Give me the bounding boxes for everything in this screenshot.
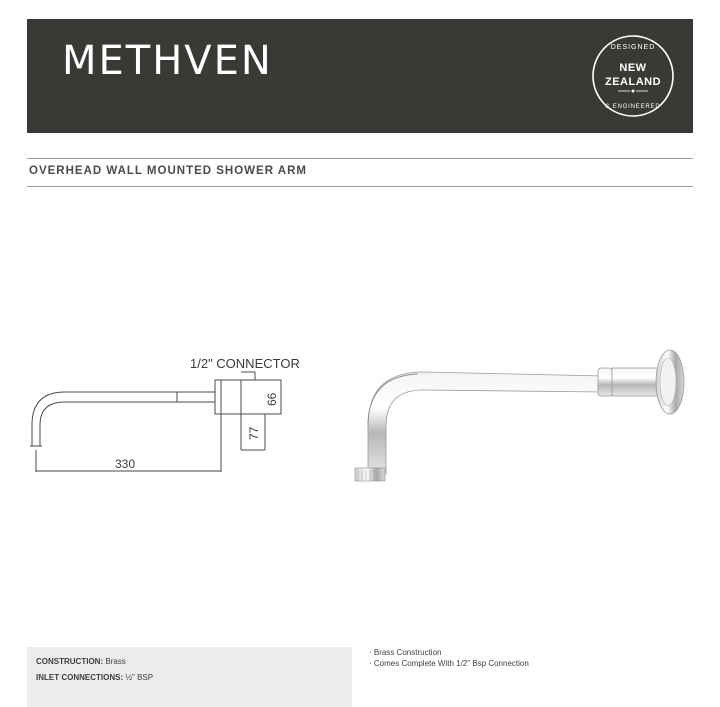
seal-line2-text: ZEALAND xyxy=(604,76,662,88)
length-dimension: 330 xyxy=(115,457,136,471)
construction-value: Brass xyxy=(105,657,126,666)
connector-label: 1/2" CONNECTOR xyxy=(190,356,300,371)
inlet-value: ½" BSP xyxy=(125,673,154,682)
product-title: OVERHEAD WALL MOUNTED SHOWER ARM xyxy=(29,165,307,177)
seal-bottom-text: & ENGINEERED xyxy=(605,104,661,110)
seal-top-text: DESIGNED xyxy=(610,44,656,51)
flange-dimension: 66 xyxy=(265,392,279,406)
spec-panel xyxy=(27,647,352,707)
brand-logo: METHVEN xyxy=(62,38,273,84)
feature-list xyxy=(369,647,529,669)
height-dimension: 77 xyxy=(247,426,261,440)
construction-label: CONSTRUCTION: xyxy=(36,657,104,666)
seal-line1-text: NEW xyxy=(619,62,647,74)
inlet-row xyxy=(36,673,153,682)
designed-in-new-zealand-seal xyxy=(590,33,676,119)
dimension-drawing xyxy=(20,350,340,480)
brand-header xyxy=(27,19,693,133)
title-rule-top xyxy=(27,158,693,159)
inlet-label: INLET CONNECTIONS: xyxy=(36,673,124,682)
feature-item: · Brass Construction xyxy=(369,648,442,657)
feature-item: · Comes Complete With 1/2" Bsp Connection xyxy=(369,659,529,668)
construction-row xyxy=(36,657,126,666)
shower-arm-photo xyxy=(348,346,693,486)
title-rule-bottom xyxy=(27,186,693,187)
